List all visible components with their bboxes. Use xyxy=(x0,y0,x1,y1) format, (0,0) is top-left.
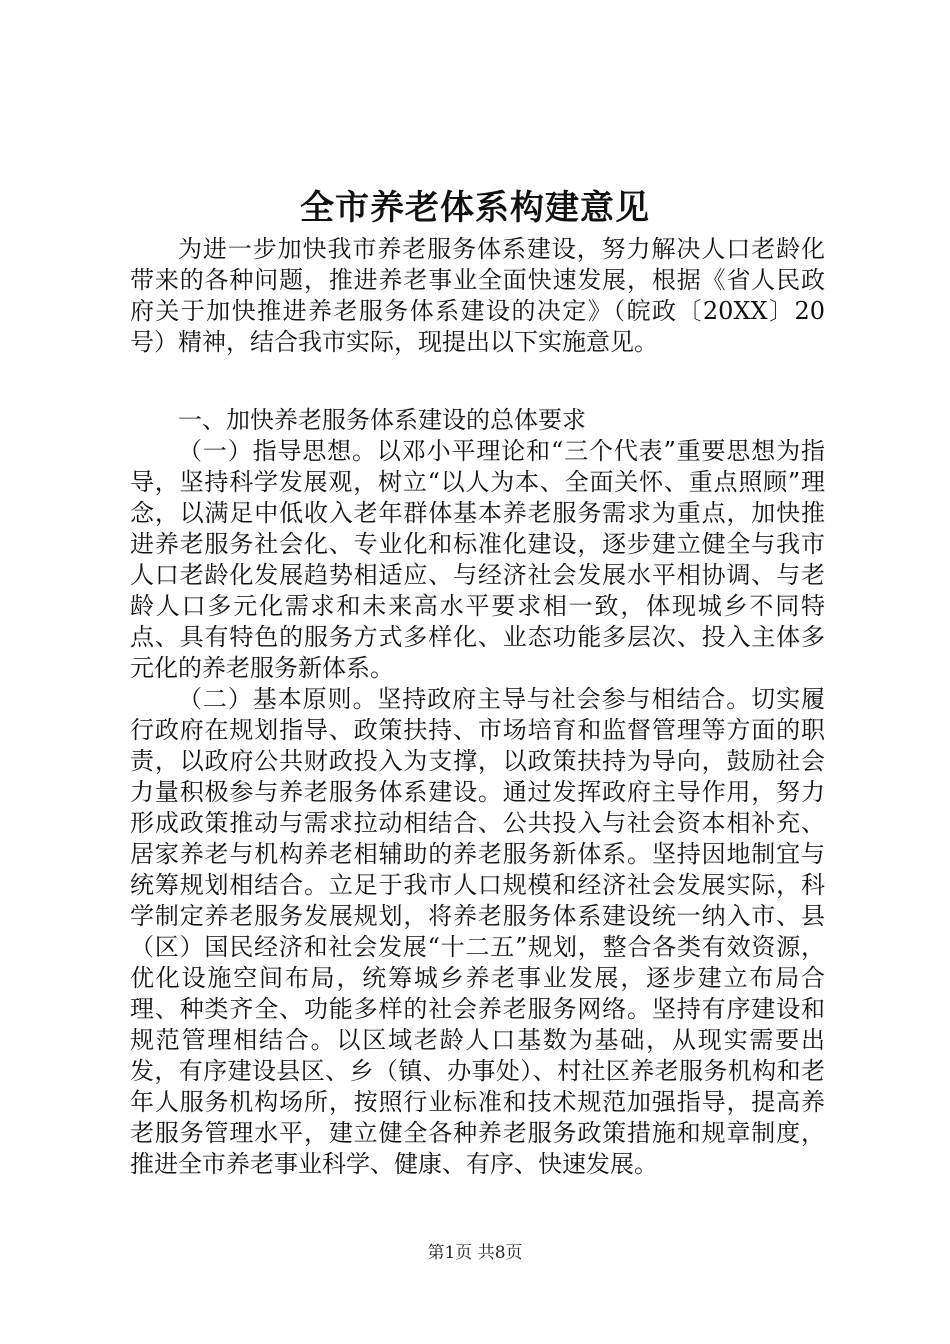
section-heading: 一、加快养老服务体系建设的总体要求 xyxy=(178,406,586,434)
intro-paragraph: 为进一步加快我市养老服务体系建设，努力解决人口老龄化带来的各种问题，推进养老事业全面快速发展，根据《省人民政府关于加快推进养老服务体系建设的决定》（皖政〔20XX〕20号）精神，结合我市实际，现提出以下实施意见。 xyxy=(130,235,825,356)
guiding-thought-paragraph: （一）指导思想。以邓小平理论和“三个代表”重要思想为指导，坚持科学发展观，树立“以人为本、全面关怀、重点照顾”理念，以满足中低收入老年群体基本养老服务需求为重点，加快推进养老服务社会化、专业化和标准化建设，逐步建立健全与我市人口老龄化发展趋势相适应、与经济社会发展水平相协调、与老龄人口多元化需求和未来高水平要求相一致，体现城乡不同特点、具有特色的服务方式多样化、业态功能多层次、投入主体多元化的养老服务新体系。 xyxy=(130,437,825,682)
document-body xyxy=(130,234,825,1180)
page-footer: 第1页 共8页 xyxy=(427,1243,523,1263)
paragraph-spacer xyxy=(130,358,825,405)
basic-principles-paragraph: （二）基本原则。坚持政府主导与社会参与相结合。切实履行政府在规划指导、政策扶持、市场培育和监督管理等方面的职责，以政府公共财政投入为支撑，以政策扶持为导向，鼓励社会力量积极参与养老服务体系建设。通过发挥政府主导作用，努力形成政策推动与需求拉动相结合、公共投入与社会资本相补充、居家养老与机构养老相辅助的养老服务新体系。坚持因地制宜与统筹规划相结合。立足于我市人口规模和经济社会发展实际，科学制定养老服务发展规划，将养老服务体系建设统一纳入市、县（区）国民经济和社会发展“十二五”规划，整合各类有效资源，优化设施空间布局，统筹城乡养老事业发展，逐步建立布局合理、种类齐全、功能多样的社会养老服务网络。坚持有序建设和规范管理相结合。以区域老龄人口基数为基础，从现实需要出发，有序建设县区、乡（镇、办事处）、村社区养老服务机构和老年人服务机构场所，按照行业标准和技术规范加强指导，提高养老服务管理水平，建立健全各种养老服务政策措施和规章制度，推进全市养老事业科学、健康、有序、快速发展。 xyxy=(130,685,825,1178)
document-title: 全市养老体系构建意见 xyxy=(300,188,650,228)
